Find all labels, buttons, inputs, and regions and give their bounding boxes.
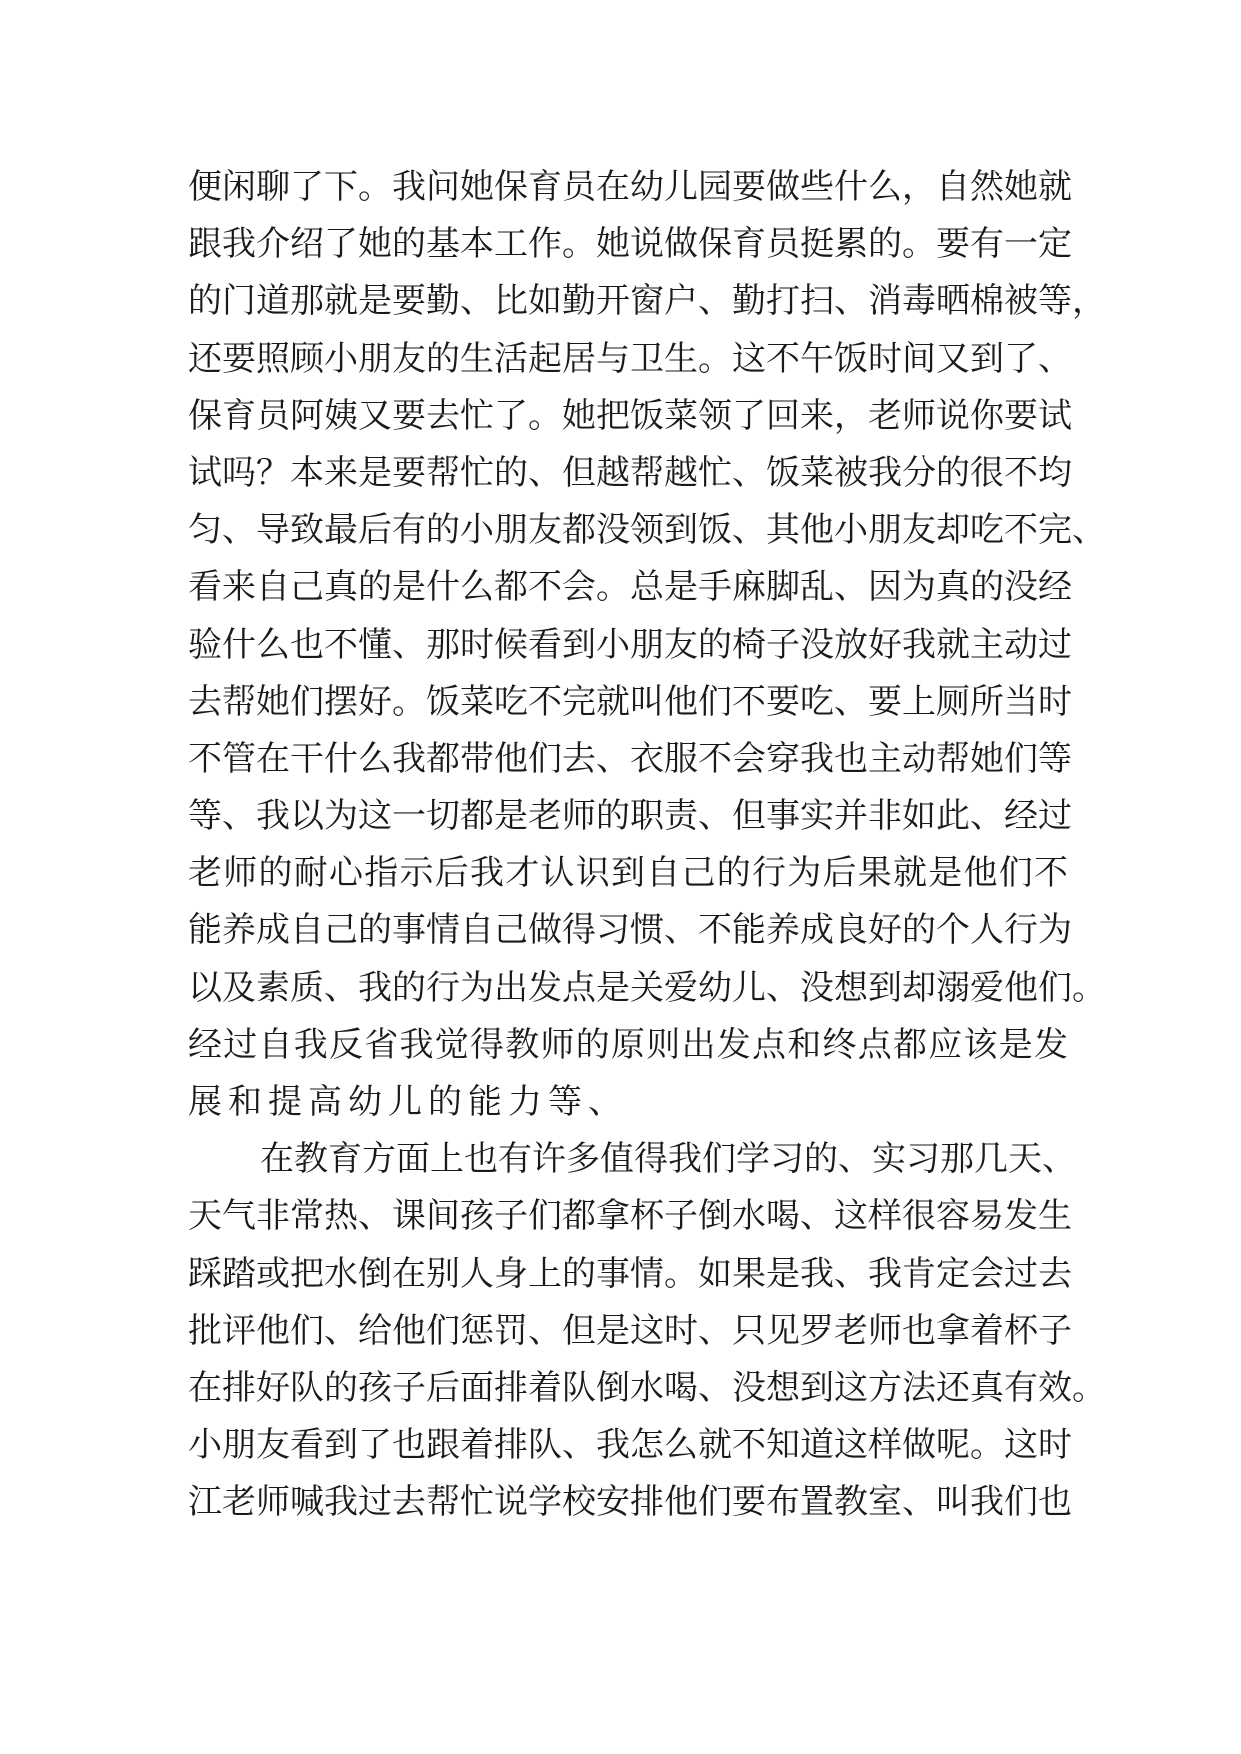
paragraph-1 bbox=[188, 159, 1106, 1131]
text-line: 批评他们、给他们惩罚、但是这时、只见罗老师也拿着杯子 bbox=[188, 1310, 1072, 1351]
text-line: 保育员阿姨又要去忙了。她把饭菜领了回来，老师说你要试 bbox=[188, 395, 1072, 436]
text-line: 江老师喊我过去帮忙说学校安排他们要布置教室、叫我们也 bbox=[188, 1482, 1072, 1523]
text-line: 去帮她们摆好。饭菜吃不完就叫他们不要吃、要上厕所当时 bbox=[188, 681, 1072, 722]
text-line: 便闲聊了下。我问她保育员在幼儿园要做些什么，自然她就 bbox=[188, 167, 1072, 207]
text-line: 小朋友看到了也跟着排队、我怎么就不知道这样做呢。这时 bbox=[188, 1425, 1072, 1466]
text-line: 踩踏或把水倒在别人身上的事情。如果是我、我肯定会过去 bbox=[188, 1253, 1072, 1294]
text-line: 以及素质、我的行为出发点是关爱幼儿、没想到却溺爱他们。 bbox=[188, 967, 1106, 1008]
text-line: 老师的耐心指示后我才认识到自己的行为后果就是他们不 bbox=[188, 853, 1068, 894]
text-line: 跟我介绍了她的基本工作。她说做保育员挺累的。要有一定 bbox=[188, 224, 1072, 265]
document-body bbox=[188, 159, 1106, 1532]
text-line: 看来自己真的是什么都不会。总是手麻脚乱、因为真的没经 bbox=[188, 567, 1072, 608]
text-line: 展和提高幼儿的能力等、 bbox=[188, 1082, 628, 1122]
text-line: 匀、导致最后有的小朋友都没领到饭、其他小朋友却吃不完、 bbox=[188, 510, 1106, 551]
paragraph-2 bbox=[188, 1131, 1106, 1531]
text-line: 不管在干什么我都带他们去、衣服不会穿我也主动帮她们等 bbox=[188, 738, 1072, 779]
text-line: 在教育方面上也有许多值得我们学习的、实习那几天、 bbox=[260, 1139, 1076, 1180]
text-line: 等、我以为这一切都是老师的职责、但事实并非如此、经过 bbox=[188, 796, 1072, 837]
text-line: 试吗？本来是要帮忙的、但越帮越忙、饭菜被我分的很不均 bbox=[188, 452, 1072, 493]
text-line: 还要照顾小朋友的生活起居与卫生。这不午饭时间又到了、 bbox=[188, 338, 1072, 379]
text-line: 天气非常热、课间孩子们都拿杯子倒水喝、这样很容易发生 bbox=[188, 1196, 1072, 1237]
text-line: 在排好队的孩子后面排着队倒水喝、没想到这方法还真有效。 bbox=[188, 1367, 1106, 1408]
text-line: 的门道那就是要勤、比如勤开窗户、勤打扫、消毒晒棉被等， bbox=[188, 281, 1106, 322]
text-line: 能养成自己的事情自己做得习惯、不能养成良好的个人行为 bbox=[188, 910, 1072, 951]
text-line: 经过自我反省我觉得教师的原则出发点和终点都应该是发 bbox=[188, 1024, 1068, 1065]
text-line: 验什么也不懂、那时候看到小朋友的椅子没放好我就主动过 bbox=[188, 624, 1072, 665]
